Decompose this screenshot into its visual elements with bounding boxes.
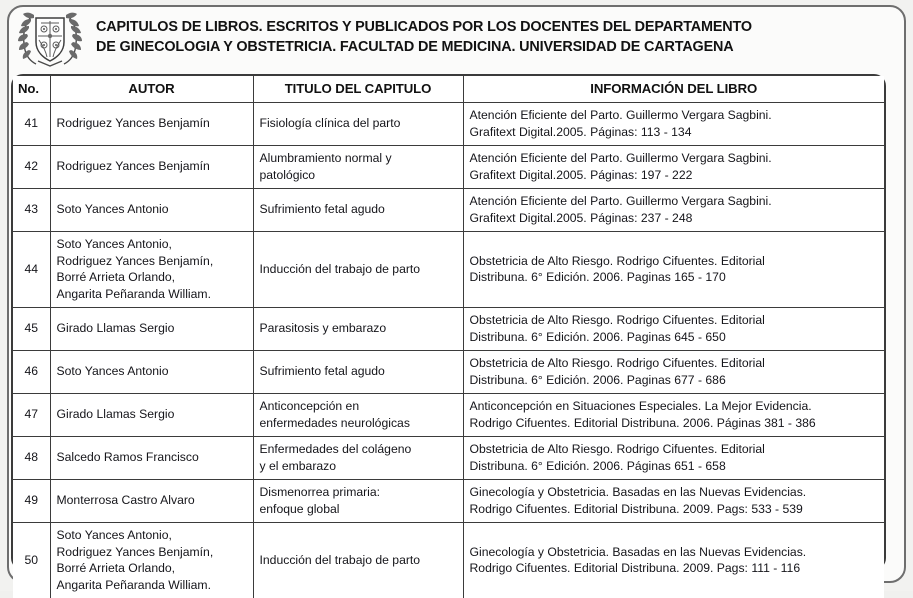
cell-chapter-title-line: y el embarazo bbox=[260, 458, 457, 475]
table-row bbox=[13, 394, 884, 437]
cell-number-line: 45 bbox=[19, 320, 44, 337]
table-row bbox=[13, 189, 884, 232]
document-title bbox=[90, 17, 887, 57]
title-line-2: DE GINECOLOGIA Y OBSTETRICIA. FACULTAD DE MEDICINA. UNIVERSIDAD DE CARTAGENA bbox=[96, 37, 883, 57]
cell-number-line: 41 bbox=[19, 115, 44, 132]
cell-number-line: 42 bbox=[19, 158, 44, 175]
cell-chapter-title-line: enfoque global bbox=[260, 501, 457, 518]
cell-chapter-title-line: enfermedades neurológicas bbox=[260, 415, 457, 432]
table-row bbox=[13, 523, 884, 598]
cell-chapter-title bbox=[253, 351, 463, 394]
cell-author bbox=[50, 146, 253, 189]
cell-book-info-line: Atención Eficiente del Parto. Guillermo Vergara Sagbini. bbox=[470, 193, 879, 210]
cell-author-line: Soto Yances Antonio bbox=[57, 201, 247, 218]
cell-book-info-line: Distribuna. 6° Edición. 2006. Paginas 165 - 170 bbox=[470, 269, 879, 286]
cell-number-line: 46 bbox=[19, 363, 44, 380]
cell-book-info-line: Atención Eficiente del Parto. Guillermo Vergara Sagbini. bbox=[470, 107, 879, 124]
cell-author-line: Soto Yances Antonio, bbox=[57, 236, 247, 253]
cell-chapter-title-line: Parasitosis y embarazo bbox=[260, 320, 457, 337]
cell-book-info bbox=[463, 189, 884, 232]
cell-book-info-line: Grafitext Digital.2005. Páginas: 197 - 222 bbox=[470, 167, 879, 184]
cell-author-line: Borré Arrieta Orlando, bbox=[57, 560, 247, 577]
cell-book-info-line: Obstetricia de Alto Riesgo. Rodrigo Cifuentes. Editorial bbox=[470, 355, 879, 372]
cell-author-line: Rodriguez Yances Benjamín bbox=[57, 158, 247, 175]
title-line-1: CAPITULOS DE LIBROS. ESCRITOS Y PUBLICADOS POR LOS DOCENTES DEL DEPARTAMENTO bbox=[96, 17, 883, 37]
cell-chapter-title bbox=[253, 308, 463, 351]
table-row bbox=[13, 480, 884, 523]
bibliography-table-frame bbox=[11, 74, 886, 570]
cell-chapter-title bbox=[253, 146, 463, 189]
cell-chapter-title-line: Fisiología clínica del parto bbox=[260, 115, 457, 132]
bibliography-table bbox=[13, 76, 884, 598]
cell-author-line: Girado Llamas Sergio bbox=[57, 406, 247, 423]
cell-number-line: 44 bbox=[19, 261, 44, 278]
column-header-titulo: TITULO DEL CAPITULO bbox=[253, 76, 463, 103]
cell-chapter-title-line: Alumbramiento normal y bbox=[260, 150, 457, 167]
cell-book-info bbox=[463, 232, 884, 308]
cell-book-info bbox=[463, 523, 884, 598]
table-row bbox=[13, 232, 884, 308]
cell-number bbox=[13, 308, 50, 351]
cell-book-info-line: Obstetricia de Alto Riesgo. Rodrigo Cifuentes. Editorial bbox=[470, 253, 879, 270]
cell-book-info-line: Ginecología y Obstetricia. Basadas en las Nuevas Evidencias. bbox=[470, 544, 879, 561]
cell-author-line: Rodriguez Yances Benjamín, bbox=[57, 253, 247, 270]
cell-number-line: 47 bbox=[19, 406, 44, 423]
table-row bbox=[13, 103, 884, 146]
cell-number bbox=[13, 523, 50, 598]
cell-book-info-line: Ginecología y Obstetricia. Basadas en las Nuevas Evidencias. bbox=[470, 484, 879, 501]
table-row bbox=[13, 437, 884, 480]
cell-book-info-line: Atención Eficiente del Parto. Guillermo Vergara Sagbini. bbox=[470, 150, 879, 167]
cell-number bbox=[13, 189, 50, 232]
cell-chapter-title-line: Sufrimiento fetal agudo bbox=[260, 201, 457, 218]
cell-author-line: Soto Yances Antonio bbox=[57, 363, 247, 380]
cell-author-line: Borré Arrieta Orlando, bbox=[57, 269, 247, 286]
table-body bbox=[13, 103, 884, 598]
cell-author-line: Rodriguez Yances Benjamín, bbox=[57, 544, 247, 561]
cell-author bbox=[50, 394, 253, 437]
cell-book-info bbox=[463, 103, 884, 146]
cell-book-info-line: Grafitext Digital.2005. Páginas: 237 - 248 bbox=[470, 210, 879, 227]
cell-author bbox=[50, 232, 253, 308]
cell-author-line: Angarita Peñaranda William. bbox=[57, 577, 247, 594]
cell-number-line: 50 bbox=[19, 552, 44, 569]
cell-author bbox=[50, 308, 253, 351]
cell-book-info-line: Rodrigo Cifuentes. Editorial Distribuna. 2009. Pags: 111 - 116 bbox=[470, 560, 879, 577]
cell-chapter-title bbox=[253, 480, 463, 523]
cell-author-line: Soto Yances Antonio, bbox=[57, 527, 247, 544]
cell-author-line: Angarita Peñaranda William. bbox=[57, 286, 247, 303]
cell-chapter-title-line: Dismenorrea primaria: bbox=[260, 484, 457, 501]
cell-book-info-line: Rodrigo Cifuentes. Editorial Distribuna. 2009. Pags: 533 - 539 bbox=[470, 501, 879, 518]
cell-book-info bbox=[463, 351, 884, 394]
cell-author bbox=[50, 480, 253, 523]
cell-number bbox=[13, 480, 50, 523]
cell-author-line: Girado Llamas Sergio bbox=[57, 320, 247, 337]
cell-chapter-title-line: Inducción del trabajo de parto bbox=[260, 261, 457, 278]
cell-book-info-line: Distribuna. 6° Edición. 2006. Paginas 677 - 686 bbox=[470, 372, 879, 389]
cell-chapter-title-line: Enfermedades del colágeno bbox=[260, 441, 457, 458]
cell-number bbox=[13, 232, 50, 308]
cell-book-info-line: Anticoncepción en Situaciones Especiales. La Mejor Evidencia. bbox=[470, 398, 879, 415]
table-row bbox=[13, 351, 884, 394]
cell-book-info-line: Obstetricia de Alto Riesgo. Rodrigo Cifuentes. Editorial bbox=[470, 441, 879, 458]
cell-chapter-title-line: patológico bbox=[260, 167, 457, 184]
table-row bbox=[13, 146, 884, 189]
column-header-info: INFORMACIÓN DEL LIBRO bbox=[463, 76, 884, 103]
column-header-autor: AUTOR bbox=[50, 76, 253, 103]
cell-author bbox=[50, 351, 253, 394]
cell-chapter-title bbox=[253, 189, 463, 232]
cell-author-line: Salcedo Ramos Francisco bbox=[57, 449, 247, 466]
cell-chapter-title bbox=[253, 523, 463, 598]
cell-chapter-title bbox=[253, 103, 463, 146]
cell-number bbox=[13, 437, 50, 480]
cell-chapter-title-line: Anticoncepción en bbox=[260, 398, 457, 415]
cell-chapter-title-line: Inducción del trabajo de parto bbox=[260, 552, 457, 569]
document-header bbox=[10, 4, 887, 70]
cell-chapter-title-line: Sufrimiento fetal agudo bbox=[260, 363, 457, 380]
table-row bbox=[13, 308, 884, 351]
cell-book-info-line: Distribuna. 6° Edición. 2006. Paginas 645 - 650 bbox=[470, 329, 879, 346]
cell-number bbox=[13, 103, 50, 146]
cell-number-line: 49 bbox=[19, 492, 44, 509]
cell-number bbox=[13, 394, 50, 437]
cell-book-info bbox=[463, 394, 884, 437]
cell-number bbox=[13, 351, 50, 394]
cell-number bbox=[13, 146, 50, 189]
column-header-no: No. bbox=[13, 76, 50, 103]
cell-author bbox=[50, 437, 253, 480]
cell-author bbox=[50, 103, 253, 146]
cell-author-line: Monterrosa Castro Alvaro bbox=[57, 492, 247, 509]
cell-book-info bbox=[463, 308, 884, 351]
cell-book-info-line: Grafitext Digital.2005. Páginas: 113 - 134 bbox=[470, 124, 879, 141]
table-header-row bbox=[13, 76, 884, 103]
cell-chapter-title bbox=[253, 437, 463, 480]
cell-book-info-line: Distribuna. 6° Edición. 2006. Páginas 651 - 658 bbox=[470, 458, 879, 475]
cell-book-info-line: Rodrigo Cifuentes. Editorial Distribuna. 2006. Páginas 381 - 386 bbox=[470, 415, 879, 432]
cell-chapter-title bbox=[253, 232, 463, 308]
cell-number-line: 48 bbox=[19, 449, 44, 466]
cell-author bbox=[50, 189, 253, 232]
cell-number-line: 43 bbox=[19, 201, 44, 218]
cell-book-info bbox=[463, 480, 884, 523]
cell-chapter-title bbox=[253, 394, 463, 437]
cell-book-info bbox=[463, 146, 884, 189]
cell-author-line: Rodriguez Yances Benjamín bbox=[57, 115, 247, 132]
cell-author bbox=[50, 523, 253, 598]
cell-book-info-line: Obstetricia de Alto Riesgo. Rodrigo Cifuentes. Editorial bbox=[470, 312, 879, 329]
cell-book-info bbox=[463, 437, 884, 480]
university-coat-of-arms-icon bbox=[10, 6, 90, 68]
